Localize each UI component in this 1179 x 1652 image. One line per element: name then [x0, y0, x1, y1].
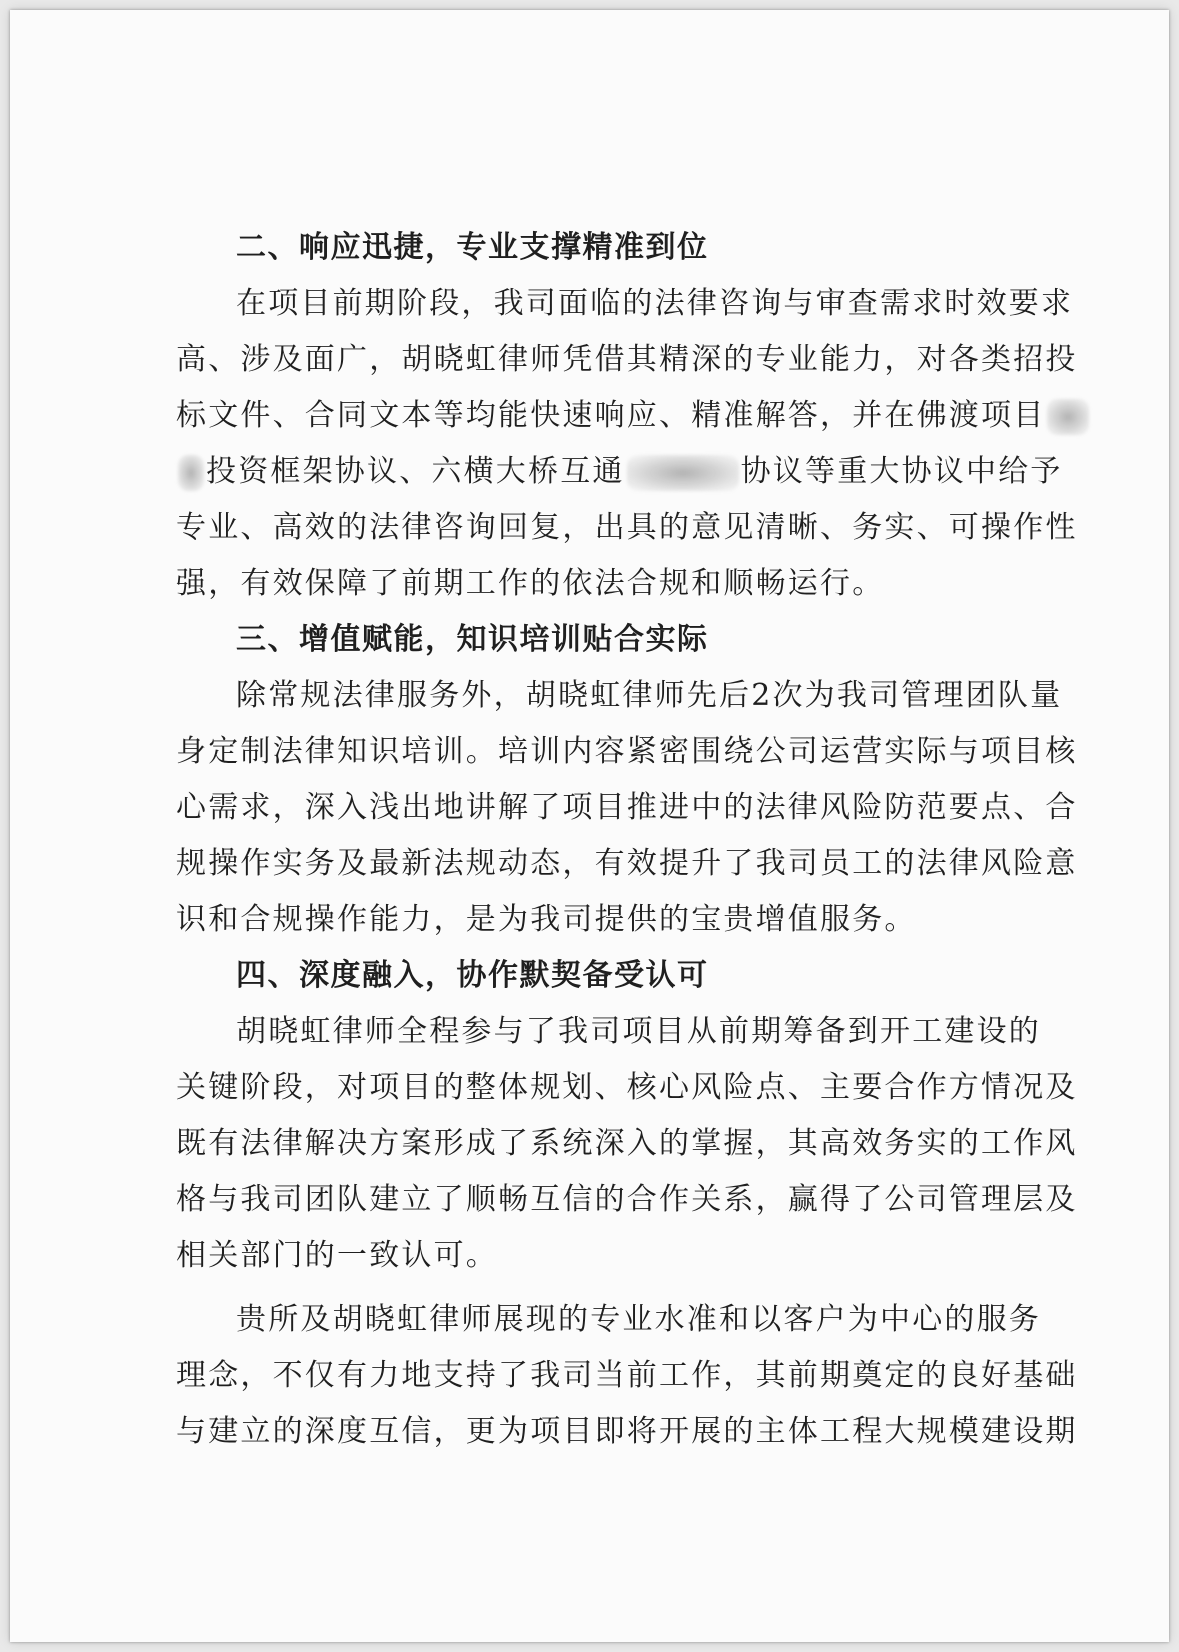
paragraph-line	[176, 444, 1063, 500]
paragraph-line: 胡晓虹律师全程参与了我司项目从前期筹备到开工建设的	[236, 1014, 1041, 1049]
paragraph-line: 识和合规操作能力，是为我司提供的宝贵增值服务。	[176, 902, 917, 937]
section-heading: 四、深度融入，协作默契备受认可	[236, 958, 709, 993]
paragraph-line: 规操作实务及最新法规动态，有效提升了我司员工的法律风险意	[176, 846, 1078, 881]
paragraph-line: 强，有效保障了前期工作的依法合规和顺畅运行。	[176, 566, 885, 601]
section-paragraph	[176, 668, 1078, 948]
paragraph-spacer	[176, 1284, 1036, 1292]
redaction-blur	[178, 455, 204, 491]
paragraph-line: 既有法律解决方案形成了系统深入的掌握，其高效务实的工作风	[176, 1126, 1078, 1161]
letter-body	[176, 220, 1078, 1460]
paragraph-line: 格与我司团队建立了顺畅互信的合作关系，赢得了公司管理层及	[176, 1182, 1078, 1217]
paragraph-text: 投资框架协议、六横大桥互通	[206, 454, 625, 489]
paragraph-line: 理念，不仅有力地支持了我司当前工作，其前期奠定的良好基础	[176, 1358, 1078, 1393]
paragraph-line: 在项目前期阶段，我司面临的法律咨询与审查需求时效要求	[236, 286, 1074, 321]
section-paragraph	[176, 276, 1078, 612]
section-paragraph	[176, 1004, 1078, 1284]
paragraph-line: 高、涉及面广，胡晓虹律师凭借其精深的专业能力，对各类招投	[176, 342, 1078, 377]
paragraph-line: 除常规法律服务外，胡晓虹律师先后2次为我司管理团队量	[236, 678, 1063, 713]
redaction-blur	[627, 455, 739, 491]
paragraph-line: 心需求，深入浅出地讲解了项目推进中的法律风险防范要点、合	[176, 790, 1078, 825]
redaction-blur	[1047, 399, 1089, 435]
paragraph-line: 相关部门的一致认可。	[176, 1238, 498, 1273]
document-page	[10, 10, 1169, 1642]
section-heading: 二、响应迅捷，专业支撑精准到位	[236, 230, 709, 265]
paragraph-line: 与建立的深度互信，更为项目即将开展的主体工程大规模建设期	[176, 1414, 1078, 1449]
paragraph-line: 贵所及胡晓虹律师展现的专业水准和以客户为中心的服务	[236, 1302, 1041, 1337]
section-heading: 三、增值赋能，知识培训贴合实际	[236, 622, 709, 657]
closing-paragraph	[176, 1292, 1078, 1460]
paragraph-line: 专业、高效的法律咨询回复，出具的意见清晰、务实、可操作性	[176, 510, 1078, 545]
paragraph-line: 身定制法律知识培训。培训内容紧密围绕公司运营实际与项目核	[176, 734, 1078, 769]
paragraph-line	[176, 388, 1046, 444]
paragraph-text: 协议等重大协议中给予	[740, 454, 1063, 489]
paragraph-text: 标文件、合同文本等均能快速响应、精准解答，并在佛渡项目	[176, 398, 1046, 433]
paragraph-line: 关键阶段，对项目的整体规划、核心风险点、主要合作方情况及	[176, 1070, 1078, 1105]
